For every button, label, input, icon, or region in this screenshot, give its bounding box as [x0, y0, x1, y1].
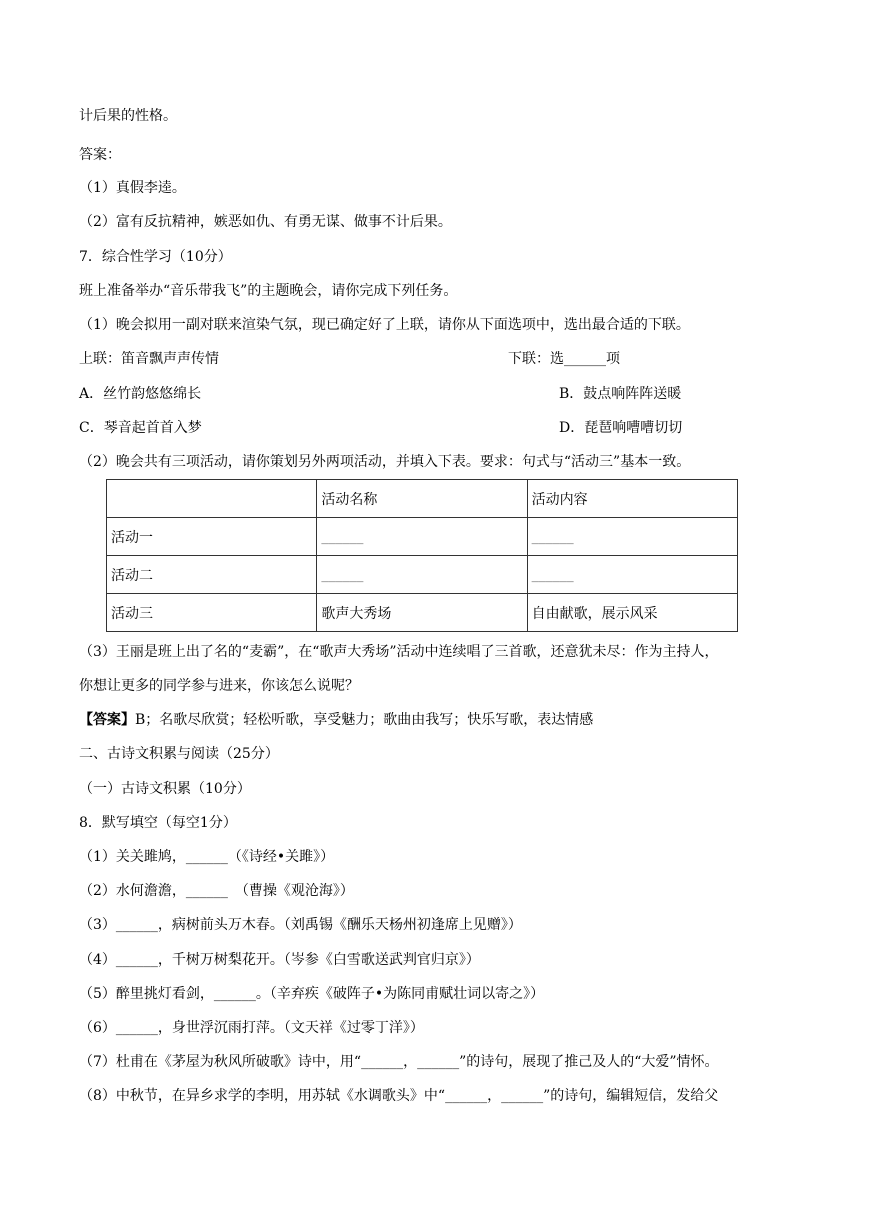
answer-label: 【答案】 [79, 712, 135, 728]
table-header-cell: 活动名称 [317, 480, 527, 518]
table-cell: 活动二 [107, 556, 317, 594]
option-c: C．琴音起首首入梦 [79, 420, 202, 436]
fill-item-3: （3）______，病树前头万木春。（刘禹锡《酬乐天杨州初逢席上见赠》） [79, 917, 522, 933]
question-7-title: 7．综合性学习（10分） [79, 249, 232, 265]
table-row [107, 518, 738, 556]
table-cell-blank: ______ [527, 518, 737, 556]
answer-item-2: （2）富有反抗精神，嫉恶如仇、有勇无谋、做事不计后果。 [79, 214, 452, 230]
answer-heading: 答案： [79, 147, 121, 163]
subsection-1-title: （一）古诗文积累（10分） [79, 781, 251, 797]
activity-table [106, 479, 738, 632]
table-cell: 歌声大秀场 [317, 594, 527, 632]
table-cell-blank: ______ [317, 518, 527, 556]
fill-item-6: （6）______，身世浮沉雨打萍。（文天祥《过零丁洋》） [79, 1020, 424, 1036]
table-cell-blank: ______ [527, 556, 737, 594]
question-8-title: 8．默写填空（每空1分） [79, 815, 237, 831]
answer-line [79, 710, 593, 730]
question-7-part-1: （1）晚会拟用一副对联来渲染气氛，现已确定好了上联，请你从下面选项中，选出最合适的下联。 [79, 317, 690, 333]
table-cell: 活动三 [107, 594, 317, 632]
table-cell: 自由献歌，展示风采 [527, 594, 737, 632]
fill-item-7: （7）杜甫在《茅屋为秋风所破歌》诗中，用“______，______”的诗句，展现了推己及人的“大爱”情怀。 [79, 1054, 719, 1070]
question-7-part-3: （3）王丽是班上出了名的“麦霸”，在“歌声大秀场”活动中连续唱了三首歌，还意犹未尽：作为主持人， [79, 644, 719, 660]
answer-item-1: （1）真假李逵。 [79, 180, 186, 196]
question-7-intro: 班上准备举办“音乐带我飞”的主题晚会，请你完成下列任务。 [79, 283, 458, 299]
option-b: B．鼓点响阵阵送暖 [559, 386, 682, 402]
answer-text: B；名歌尽欣赏；轻松听歌，享受魅力；歌曲由我写；快乐写歌，表达情感 [135, 712, 594, 728]
table-header-row [107, 480, 738, 518]
table-header-cell [107, 480, 317, 518]
table-cell-blank: ______ [317, 556, 527, 594]
question-7-part-3-cont: 你想让更多的同学参与进来，你该怎么说呢？ [79, 678, 359, 694]
table-row [107, 594, 738, 632]
fill-item-4: （4）______，千树万树梨花开。（岑参《白雪歌送武判官归京》） [79, 952, 480, 968]
couplet-upper: 上联：笛音飘声声传情 [79, 351, 219, 367]
table-cell: 活动一 [107, 518, 317, 556]
option-a: A．丝竹韵悠悠绵长 [79, 386, 202, 402]
fill-item-1: （1）关关雎鸠，______（《诗经•关雎》） [79, 849, 335, 865]
couplet-lower: 下联：选______项 [508, 351, 620, 367]
table-header-cell: 活动内容 [527, 480, 737, 518]
table-row [107, 556, 738, 594]
question-7-part-2: （2）晚会共有三项活动，请你策划另外两项活动，并填入下表。要求：句式与“活动三”基本一致。 [79, 454, 691, 470]
fill-item-8: （8）中秋节，在异乡求学的李明，用苏轼《水调歌头》中“______，______”的诗句，编辑短信，发给父 [79, 1088, 719, 1104]
option-d: D．琵琶响嘈嘈切切 [559, 420, 683, 436]
section-2-title: 二、古诗文积累与阅读（25分） [79, 746, 279, 762]
text-line: 计后果的性格。 [79, 108, 177, 124]
fill-item-2: （2）水何澹澹，______ （曹操《观沧海》） [79, 883, 354, 899]
fill-item-5: （5）醉里挑灯看剑，______。（辛弃疾《破阵子•为陈同甫赋壮词以寄之》） [79, 986, 545, 1002]
